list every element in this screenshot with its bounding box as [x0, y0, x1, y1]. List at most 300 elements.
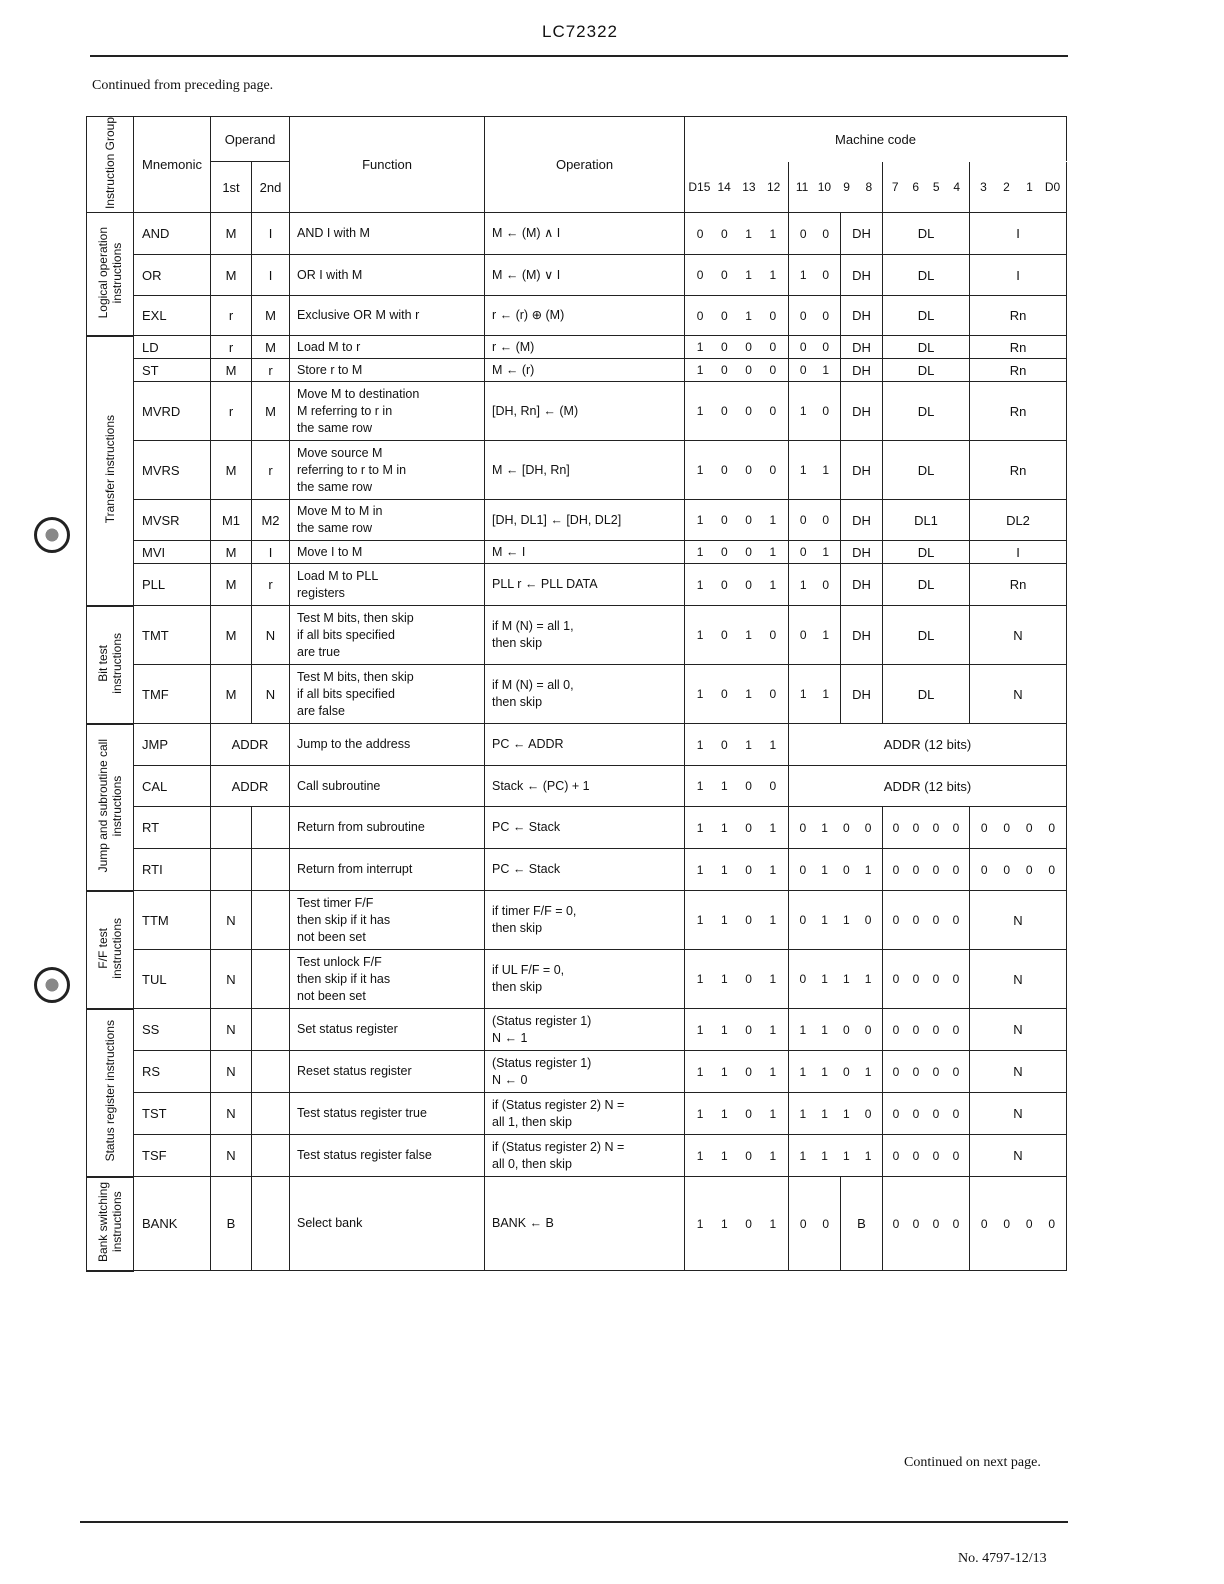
bit-value: 0 [952, 1216, 960, 1231]
bit-value: 1 [822, 687, 830, 702]
operand-1st-cell: M [211, 255, 252, 296]
machine-code-bits-15-12 [685, 541, 789, 564]
bit-value: 0 [696, 268, 704, 283]
operation-cell: if UL F/F = 0, then skip [485, 950, 685, 1009]
operation-cell: (Status register 1) N ← 1 [485, 1009, 685, 1051]
machine-code-bits-7-4: DL [883, 382, 970, 441]
bit-group [685, 738, 788, 752]
operation-cell: if timer F/F = 0, then skip [485, 891, 685, 950]
bit-value: 0 [799, 820, 807, 835]
bit-group [789, 268, 840, 282]
bit-value: 1 [696, 862, 704, 877]
bit-value: 0 [721, 363, 728, 378]
bit-value: 0 [912, 972, 920, 987]
bit-value: 0 [799, 513, 807, 528]
bit-value: 0 [822, 577, 830, 592]
bit-value: 0 [892, 862, 900, 877]
machine-code-bits-7-4: DL [883, 541, 970, 564]
mnemonic-cell: TMT [134, 606, 211, 665]
operation-cell: M ← I [485, 541, 685, 564]
machine-code-bits-15-12 [685, 382, 789, 441]
bit-value: 0 [769, 463, 777, 478]
bit-value: 1 [799, 1106, 807, 1121]
bit-value: 0 [1003, 862, 1011, 877]
machine-code-bits-11-8 [789, 950, 883, 1009]
bit-value: 0 [721, 687, 728, 702]
bit-value: 1 [864, 862, 872, 877]
bit-value: 0 [721, 577, 728, 592]
bit-group [685, 363, 788, 377]
bit-value: 0 [843, 1022, 850, 1037]
bit-value: 0 [745, 513, 752, 528]
machine-code-bits-11-10 [789, 541, 841, 564]
bit-value: 0 [822, 340, 830, 355]
bit-value: 1 [696, 1106, 704, 1121]
function-cell: Test status register true [290, 1093, 485, 1135]
bit-value: 1 [769, 1148, 777, 1163]
function-cell: Call subroutine [290, 766, 485, 807]
bit-group [685, 1217, 788, 1231]
bit-value: 0 [912, 1148, 920, 1163]
bit-value: 1 [821, 972, 828, 987]
header-bit-label: 9 [843, 180, 850, 195]
machine-code-bits-3-0: I [970, 255, 1067, 296]
bit-value: 0 [769, 308, 777, 323]
bit-group [789, 1107, 882, 1121]
table-row [87, 1135, 1067, 1177]
bit-value: 0 [799, 363, 807, 378]
bit-group [685, 1107, 788, 1121]
header-bit-label: 1 [1026, 180, 1033, 195]
header-bit-label: 3 [980, 180, 987, 195]
bit-group [883, 1023, 969, 1037]
operand-2nd-cell: M2 [252, 500, 290, 541]
operation-cell: PC ← ADDR [485, 724, 685, 766]
bit-value: 0 [799, 628, 807, 643]
bit-value: 0 [980, 862, 988, 877]
function-cell: Move source M referring to r to M in the same row [290, 441, 485, 500]
header-group-cell [87, 117, 134, 213]
bit-group [789, 1065, 882, 1079]
machine-code-bits-3-0: Rn [970, 564, 1067, 606]
punch-hole-mark [34, 967, 70, 1003]
bit-value: 1 [799, 268, 807, 283]
bit-value: 1 [769, 1064, 777, 1079]
bit-group [685, 578, 788, 592]
machine-code-bits-11-10 [789, 382, 841, 441]
operand-1st-cell: M [211, 606, 252, 665]
header-operation: Operation [485, 117, 685, 213]
machine-code-bits-9-8: DH [841, 665, 883, 724]
bit-value: 0 [822, 308, 830, 323]
function-cell: Move M to destination M referring to r in the same row [290, 382, 485, 441]
punch-hole-mark [34, 517, 70, 553]
machine-code-bits-9-8: DH [841, 359, 883, 382]
header-machine-code: Machine code [685, 117, 1067, 162]
machine-code-bits-7-4 [883, 1177, 970, 1271]
bit-value: 1 [821, 820, 828, 835]
machine-code-bits-15-12 [685, 849, 789, 891]
bit-value: 0 [745, 1148, 752, 1163]
bit-value: 0 [769, 687, 777, 702]
bit-value: 1 [821, 862, 828, 877]
machine-code-bits-7-4: DL [883, 255, 970, 296]
operation-cell: r ← (M) [485, 336, 685, 359]
mnemonic-cell: RT [134, 807, 211, 849]
operand-1st-cell: N [211, 1051, 252, 1093]
operand-1st-cell: N [211, 1135, 252, 1177]
bit-value: 1 [721, 779, 728, 794]
bit-value: 1 [721, 913, 728, 928]
table-row [87, 564, 1067, 606]
machine-code-bits-7-4 [883, 950, 970, 1009]
bit-group [789, 1149, 882, 1163]
bit-value: 1 [769, 268, 777, 283]
bit-value: 1 [769, 226, 777, 241]
bit-value: 1 [696, 545, 704, 560]
bit-value: 0 [892, 1106, 900, 1121]
mnemonic-cell: RTI [134, 849, 211, 891]
operand-2nd-cell: M [252, 296, 290, 336]
bit-value: 0 [799, 862, 807, 877]
bit-value: 1 [721, 862, 728, 877]
header-bits-3-0 [970, 162, 1067, 213]
machine-code-bits-7-4: DL [883, 606, 970, 665]
bit-value: 1 [696, 820, 704, 835]
bit-value: 1 [769, 513, 777, 528]
machine-code-bits-7-4: DL1 [883, 500, 970, 541]
bit-value: 0 [769, 779, 777, 794]
operand-1st-cell: M1 [211, 500, 252, 541]
bit-value: 1 [843, 1148, 850, 1163]
operand-1st-cell: M [211, 665, 252, 724]
bit-group [789, 340, 840, 354]
bit-value: 0 [932, 913, 940, 928]
bit-value: 1 [799, 1022, 807, 1037]
bit-value: 1 [799, 1148, 807, 1163]
function-cell: Load M to r [290, 336, 485, 359]
machine-code-bits-3-0: I [970, 541, 1067, 564]
mnemonic-cell: MVI [134, 541, 211, 564]
bit-value: 1 [696, 687, 704, 702]
machine-code-bits-11-10 [789, 665, 841, 724]
bit-value: 0 [721, 268, 728, 283]
mnemonic-cell: BANK [134, 1177, 211, 1271]
bit-group [789, 309, 840, 323]
machine-code-bits-11-8 [789, 891, 883, 950]
bit-group [685, 779, 788, 793]
mnemonic-cell: TTM [134, 891, 211, 950]
function-cell: Return from interrupt [290, 849, 485, 891]
operand-2nd-cell [252, 1009, 290, 1051]
machine-code-bits-11-10 [789, 441, 841, 500]
bit-value: 0 [721, 628, 728, 643]
bit-value: 0 [769, 404, 777, 419]
bit-value: 1 [769, 1216, 777, 1231]
mnemonic-cell: ST [134, 359, 211, 382]
operation-cell: M ← [DH, Rn] [485, 441, 685, 500]
operation-cell: PC ← Stack [485, 807, 685, 849]
bit-value: 0 [1048, 1216, 1056, 1231]
bit-value: 0 [952, 913, 960, 928]
machine-code-address: ADDR (12 bits) [789, 766, 1067, 807]
bit-group [685, 972, 788, 986]
bit-value: 0 [843, 862, 850, 877]
machine-code-bits-3-0 [970, 1177, 1067, 1271]
machine-code-bits-7-4: DL [883, 441, 970, 500]
bit-value: 1 [821, 1022, 828, 1037]
bit-value: 0 [932, 1064, 940, 1079]
bit-group [685, 913, 788, 927]
bit-group [789, 363, 840, 377]
bit-value: 0 [721, 463, 728, 478]
table-row [87, 891, 1067, 950]
bit-group [883, 863, 969, 877]
bit-value: 1 [821, 1148, 828, 1163]
header-bit-label: 7 [891, 180, 899, 195]
machine-code-bits-3-0: Rn [970, 382, 1067, 441]
bit-value: 0 [696, 226, 704, 241]
bit-value: 1 [769, 820, 777, 835]
header-bit-label: D0 [1044, 180, 1061, 195]
bit-group [685, 687, 788, 701]
instruction-group-cell [87, 1009, 134, 1177]
table-row [87, 359, 1067, 382]
function-cell: Move I to M [290, 541, 485, 564]
machine-code-bits-15-12 [685, 441, 789, 500]
operand-2nd-cell: r [252, 359, 290, 382]
continued-on-note: Continued on next page. [904, 1455, 1041, 1470]
instruction-group-label: Jump and subroutine call instructions [96, 738, 124, 873]
bit-value: 1 [799, 463, 807, 478]
bit-value: 0 [721, 737, 728, 752]
instruction-group-cell [87, 606, 134, 724]
operand-2nd-cell: I [252, 255, 290, 296]
bit-value: 0 [799, 1216, 807, 1231]
machine-code-bits-15-12 [685, 724, 789, 766]
bit-group [685, 545, 788, 559]
operand-2nd-cell [252, 1135, 290, 1177]
function-cell: Reset status register [290, 1051, 485, 1093]
machine-code-bits-7-4: DL [883, 665, 970, 724]
bit-value: 0 [745, 1216, 752, 1231]
bit-group [883, 1149, 969, 1163]
operand-1st-cell: r [211, 336, 252, 359]
operand-2nd-cell [252, 891, 290, 950]
table-row [87, 213, 1067, 255]
bit-value: 1 [745, 628, 752, 643]
bit-value: 0 [745, 1022, 752, 1037]
machine-code-bits-7-4 [883, 849, 970, 891]
bit-group [883, 821, 969, 835]
bit-group [685, 1065, 788, 1079]
header-function: Function [290, 117, 485, 213]
bit-value: 0 [912, 1106, 920, 1121]
bit-value: 0 [799, 226, 807, 241]
top-rule [90, 55, 1068, 57]
instruction-group-label: Logical operation instructions [96, 226, 124, 318]
operand-1st-cell [211, 807, 252, 849]
bit-value: 0 [745, 404, 752, 419]
bit-group [685, 628, 788, 642]
bit-value: 0 [1003, 820, 1011, 835]
machine-code-bits-11-10 [789, 213, 841, 255]
table-row [87, 336, 1067, 359]
bit-value: 0 [799, 972, 807, 987]
bit-value: 1 [769, 1022, 777, 1037]
bit-value: 0 [799, 340, 807, 355]
machine-code-bits-3-0: N [970, 1135, 1067, 1177]
function-cell: Store r to M [290, 359, 485, 382]
instruction-table [86, 116, 1067, 1272]
operation-cell: PC ← Stack [485, 849, 685, 891]
bit-value: 1 [769, 545, 777, 560]
machine-code-bits-15-12 [685, 1009, 789, 1051]
bit-value: 0 [822, 404, 830, 419]
operand-2nd-cell [252, 849, 290, 891]
machine-code-bits-7-4: DL [883, 564, 970, 606]
bit-value: 1 [769, 913, 777, 928]
bit-value: 1 [769, 737, 777, 752]
bit-value: 0 [912, 1022, 920, 1037]
machine-code-bits-15-12 [685, 500, 789, 541]
machine-code-bits-15-12 [685, 296, 789, 336]
table-row [87, 606, 1067, 665]
machine-code-bits-15-12 [685, 807, 789, 849]
mnemonic-cell: LD [134, 336, 211, 359]
table-row [87, 296, 1067, 336]
machine-code-bits-9-8: DH [841, 255, 883, 296]
header-bits-11-8 [789, 162, 883, 213]
mnemonic-cell: JMP [134, 724, 211, 766]
machine-code-bits-15-12 [685, 359, 789, 382]
bit-group [970, 1217, 1066, 1231]
instruction-group-cell [87, 724, 134, 891]
operand-1st-cell: B [211, 1177, 252, 1271]
instruction-group-cell [87, 213, 134, 336]
mnemonic-cell: TSF [134, 1135, 211, 1177]
bit-value: 1 [696, 363, 704, 378]
operand-cell: ADDR [211, 724, 290, 766]
machine-code-bits-15-12 [685, 1177, 789, 1271]
bit-value: 1 [821, 1064, 828, 1079]
table-row [87, 1051, 1067, 1093]
header-bit-label: D15 [688, 180, 711, 195]
operand-1st-cell: M [211, 564, 252, 606]
bit-value: 1 [696, 1148, 704, 1163]
machine-code-bits-11-8 [789, 1135, 883, 1177]
bit-value: 1 [769, 577, 777, 592]
header-bit-label: 13 [742, 180, 756, 195]
machine-code-bits-7-4 [883, 807, 970, 849]
bit-value: 0 [745, 820, 752, 835]
bit-value: 0 [912, 913, 920, 928]
bit-value: 1 [864, 1064, 872, 1079]
table-row [87, 1009, 1067, 1051]
instruction-group-label: Bit test instructions [96, 632, 124, 694]
machine-code-bits-3-0: N [970, 1051, 1067, 1093]
bit-value: 0 [892, 913, 900, 928]
machine-code-bits-7-4 [883, 1051, 970, 1093]
bit-group [883, 1065, 969, 1079]
bit-value: 0 [1003, 1216, 1011, 1231]
table-row [87, 950, 1067, 1009]
machine-code-bits-7-4: DL [883, 336, 970, 359]
machine-code-bits-15-12 [685, 255, 789, 296]
mnemonic-cell: MVSR [134, 500, 211, 541]
operand-2nd-cell: I [252, 213, 290, 255]
operand-2nd-cell: I [252, 541, 290, 564]
machine-code-bits-11-8 [789, 849, 883, 891]
mnemonic-cell: MVRS [134, 441, 211, 500]
mnemonic-cell: RS [134, 1051, 211, 1093]
bit-value: 0 [721, 513, 728, 528]
bit-value: 0 [980, 1216, 988, 1231]
bit-value: 0 [745, 545, 752, 560]
bit-value: 0 [799, 545, 807, 560]
table-row [87, 255, 1067, 296]
machine-code-bits-3-0: N [970, 950, 1067, 1009]
bit-value: 1 [799, 1064, 807, 1079]
machine-code-bits-3-0: Rn [970, 336, 1067, 359]
machine-code-bits-3-0: Rn [970, 296, 1067, 336]
machine-code-bits-15-12 [685, 665, 789, 724]
function-cell: Return from subroutine [290, 807, 485, 849]
operand-2nd-cell [252, 1093, 290, 1135]
function-cell: Test timer F/F then skip if it has not been set [290, 891, 485, 950]
function-cell: AND I with M [290, 213, 485, 255]
machine-code-bits-7-4 [883, 1135, 970, 1177]
machine-code-bits-11-10 [789, 564, 841, 606]
bit-value: 1 [843, 1106, 850, 1121]
mnemonic-cell: PLL [134, 564, 211, 606]
bit-group [883, 972, 969, 986]
function-cell: Test M bits, then skip if all bits specified are true [290, 606, 485, 665]
bit-group [970, 863, 1066, 877]
bit-value: 0 [932, 820, 940, 835]
operand-2nd-cell: N [252, 606, 290, 665]
function-cell: Test M bits, then skip if all bits specified are false [290, 665, 485, 724]
header-group: Instruction Group [103, 117, 117, 210]
bit-value: 1 [721, 1216, 728, 1231]
machine-code-bits-7-4 [883, 1093, 970, 1135]
bit-value: 1 [822, 545, 830, 560]
bit-value: 1 [696, 404, 704, 419]
operand-2nd-cell: M [252, 382, 290, 441]
bit-group [789, 1023, 882, 1037]
header-bit-label: 8 [865, 180, 873, 195]
header-bit-label: 4 [953, 180, 961, 195]
bit-value: 1 [843, 972, 850, 987]
bit-value: 0 [745, 862, 752, 877]
bit-value: 1 [799, 404, 807, 419]
bit-value: 0 [1048, 820, 1056, 835]
mnemonic-cell: TUL [134, 950, 211, 1009]
machine-code-bits-3-0: N [970, 606, 1067, 665]
bit-group [883, 1107, 969, 1121]
header-bits-15-12 [685, 162, 789, 213]
function-cell: Exclusive OR M with r [290, 296, 485, 336]
bit-value: 0 [912, 820, 920, 835]
header-bit-label: 12 [766, 180, 781, 195]
bit-value: 0 [745, 1106, 752, 1121]
table-row [87, 724, 1067, 766]
bit-value: 1 [769, 862, 777, 877]
mnemonic-cell: TST [134, 1093, 211, 1135]
bit-value: 0 [745, 577, 752, 592]
bit-group [685, 309, 788, 323]
operand-2nd-cell [252, 1051, 290, 1093]
